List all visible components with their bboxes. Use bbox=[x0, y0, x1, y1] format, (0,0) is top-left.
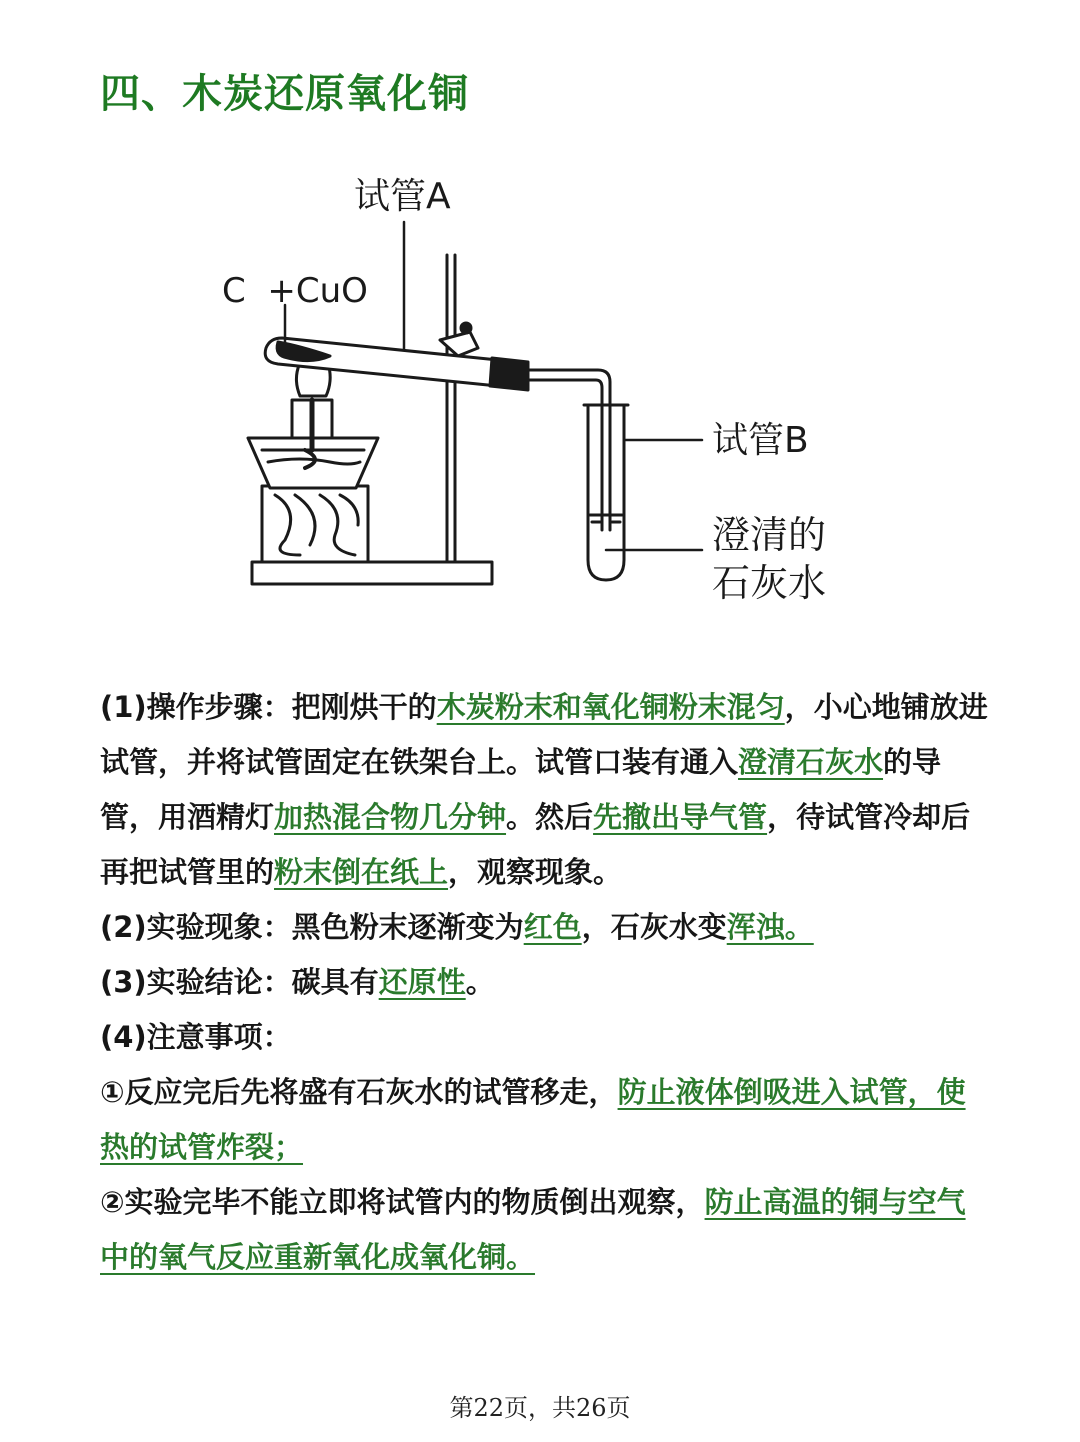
step-1-text-4: 。然后 bbox=[506, 800, 594, 834]
step-1-text-3: 的导管，用酒精灯 bbox=[100, 745, 942, 834]
label-tube-a: 试管A bbox=[354, 176, 451, 217]
highlight-red: 红色 bbox=[523, 910, 582, 944]
step-6 bbox=[100, 1175, 990, 1285]
delivery-tube bbox=[528, 370, 610, 530]
step-3 bbox=[100, 955, 990, 1010]
label-limewater-1: 澄清的 bbox=[712, 513, 827, 557]
highlight-prevent-backflow: 防止液体倒吸进入试管，使热的试管炸裂； bbox=[100, 1075, 966, 1164]
step-1-text-2: ，小心地铺放进试管，并将试管固定在铁架台上。试管口装有通入 bbox=[100, 690, 988, 779]
page-title: 四、木炭还原氧化铜 bbox=[100, 71, 469, 117]
step-1 bbox=[100, 680, 990, 900]
content-body bbox=[100, 680, 990, 1285]
step-4-text: (4)注意事项： bbox=[100, 1020, 292, 1054]
highlight-turbid: 浑浊。 bbox=[726, 910, 814, 944]
highlight-heat-mixture: 加热混合物几分钟 bbox=[274, 800, 507, 834]
step-1-text: (1)操作步骤：把刚烘干的 bbox=[100, 690, 437, 724]
step-4 bbox=[100, 1010, 990, 1065]
step-1-text-6: ，观察现象。 bbox=[448, 855, 623, 889]
highlight-remove-tube: 先撤出导气管 bbox=[593, 800, 768, 834]
label-limewater-2: 石灰水 bbox=[712, 561, 827, 605]
step-2 bbox=[100, 900, 990, 955]
step-6-text: ②实验完毕不能立即将试管内的物质倒出观察， bbox=[100, 1185, 705, 1219]
step-5-text: ①反应完后先将盛有石灰水的试管移走， bbox=[100, 1075, 618, 1109]
step-2-text: (2)实验现象：黑色粉末逐渐变为 bbox=[100, 910, 524, 944]
experiment-diagram bbox=[0, 150, 1080, 630]
stand-base bbox=[252, 562, 492, 584]
step-5 bbox=[100, 1065, 990, 1175]
step-3-text: (3)实验结论：碳具有 bbox=[100, 965, 379, 999]
label-tube-b: 试管B bbox=[712, 420, 809, 461]
highlight-prevent-reoxidation: 防止高温的铜与空气中的氧气反应重新氧化成氧化铜。 bbox=[100, 1185, 966, 1274]
highlight-pour-powder: 粉末倒在纸上 bbox=[274, 855, 449, 889]
highlight-reducibility: 还原性 bbox=[378, 965, 466, 999]
label-reactants: C +CuO bbox=[222, 271, 368, 311]
page-number: 第22页，共26页 bbox=[449, 1394, 631, 1422]
highlight-limewater: 澄清石灰水 bbox=[738, 745, 884, 779]
highlight-mix-powders: 木炭粉末和氧化铜粉末混匀 bbox=[436, 690, 785, 724]
step-1-text-5: ，待试管冷却后再把试管里的 bbox=[100, 800, 971, 889]
step-3-text-2: 。 bbox=[465, 965, 495, 999]
step-2-text-2: ，石灰水变 bbox=[581, 910, 727, 944]
test-tube-b bbox=[588, 405, 624, 580]
